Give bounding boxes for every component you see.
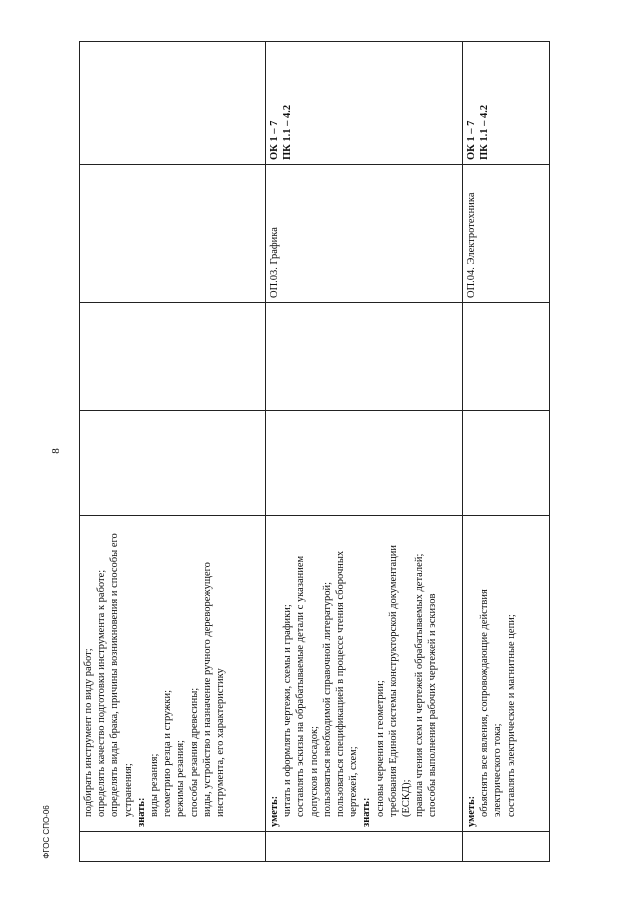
hours-cell-2 xyxy=(266,303,463,411)
content-cell xyxy=(463,516,550,832)
content-line: знать: xyxy=(135,797,147,827)
rotated-table-wrapper xyxy=(79,42,549,862)
content-line: пользоваться необходимой справочной литературой; xyxy=(321,581,333,817)
content-line: режимы резания; xyxy=(175,740,187,817)
index-cell xyxy=(463,832,550,862)
content-line: читать и оформлять чертежи, схемы и графики; xyxy=(282,604,294,817)
content-line: пользоваться спецификацией в процессе чтения сборочных чертежей, схем; xyxy=(335,550,360,817)
content-line: виды резания; xyxy=(149,753,161,817)
discipline-cell: ОП.03. Графика xyxy=(266,165,463,303)
content-line: основы черчения и геометрии; xyxy=(374,680,386,817)
hours-cell xyxy=(80,411,266,516)
index-cell xyxy=(80,832,266,862)
content-line: определять качество подготовки инструмента к работе; xyxy=(96,569,108,817)
page-number: 8 xyxy=(50,448,62,454)
content-line: способы резания древесины; xyxy=(188,687,200,817)
discipline-cell: ОП.04. Электротехника xyxy=(463,165,550,303)
hours-cell-2 xyxy=(80,303,266,411)
hours-cell-2 xyxy=(463,303,550,411)
content-line: правила чтения схем и чертежей обрабатываемых деталей; xyxy=(414,553,426,817)
hours-cell xyxy=(266,411,463,516)
content-line: составлять электрические и магнитные цепи; xyxy=(505,614,517,817)
table-row xyxy=(463,42,550,862)
content-line: знать: xyxy=(361,797,373,827)
table-row xyxy=(80,42,266,862)
content-cell xyxy=(266,516,463,832)
content-cell xyxy=(80,516,266,832)
competencies-cell: ОК 1 – 7 ПК 1.1 – 4.2 xyxy=(266,42,463,165)
hours-cell xyxy=(463,411,550,516)
content-line: требования Единой системы конструкторской документации (ЕСКД); xyxy=(387,544,413,817)
discipline-cell xyxy=(80,165,266,303)
content-line: подбирать инструмент по виду работ; xyxy=(83,648,94,817)
curriculum-table xyxy=(79,41,550,862)
competencies-cell: ОК 1 – 7 ПК 1.1 – 4.2 xyxy=(463,42,550,165)
content-line: уметь: xyxy=(466,795,477,827)
content-line: уметь: xyxy=(269,795,280,827)
content-line: виды, устройство и назначение ручного дереворежущего инструмента, его характеристику xyxy=(201,562,227,817)
content-line: объяснять все явления, сопровождающие действия электрического тока; xyxy=(479,589,504,817)
index-cell xyxy=(266,832,463,862)
content-line: составлять эскизы на обрабатываемые детали с указанием допусков и посадок; xyxy=(295,555,320,817)
table-row xyxy=(266,42,463,862)
content-line: способы выполнения рабочих чертежей и эскизов xyxy=(427,593,439,817)
content-line: геометрию резца и стружки; xyxy=(162,689,174,817)
footer-code: ФГОС СПО-06 xyxy=(42,805,51,859)
competencies-cell xyxy=(80,42,266,165)
content-line: определять виды брака, причины возникновения и способы его устранения; xyxy=(109,533,134,817)
